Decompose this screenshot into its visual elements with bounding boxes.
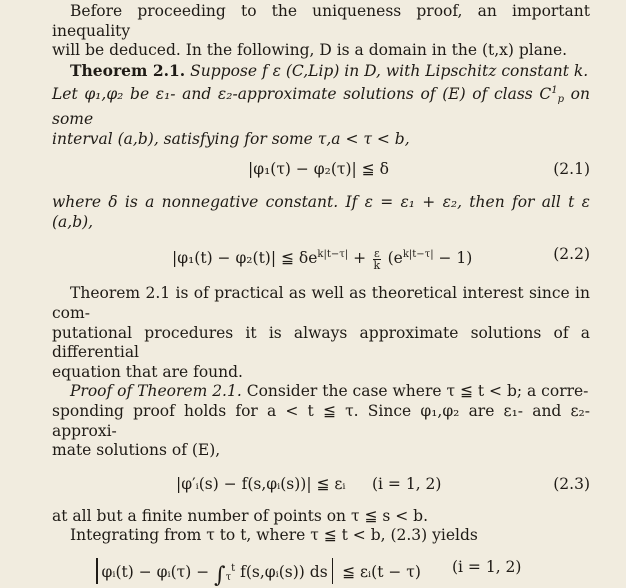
equation-2-3	[52, 475, 590, 497]
integrand: f(s,φᵢ(s)) ds	[240, 562, 328, 581]
equation-2-1	[52, 160, 590, 182]
theorem-label: Theorem 2.1.	[70, 60, 186, 80]
equation-2-2-number: (2.2)	[553, 245, 590, 264]
equation-2-3-condition: (i = 1, 2)	[372, 474, 442, 493]
theorem-statement-start: Suppose f ε (C,Lip) in D, with Lipschitz constant k.	[190, 61, 589, 80]
equation-2-4	[52, 556, 590, 586]
integral-sign: ∫	[214, 562, 226, 588]
equation-2-2-lhs: |φ₁(t) − φ₂(t)| ≦ δe	[172, 249, 318, 268]
paragraph-3-line-2: Integrating from τ to t, where τ ≦ t < b, (2.3) yields	[70, 526, 478, 545]
equation-2-2-exponent-1: k|t−τ|	[317, 249, 349, 261]
equation-2-4-rhs: ≦ εᵢ(t − τ)	[342, 562, 421, 581]
equation-2-4-condition: (i = 1, 2)	[452, 557, 522, 576]
absolute-bar-left	[96, 558, 98, 584]
equation-2-2-rhs-b: − 1)	[433, 249, 473, 268]
paragraph-2-line-3: equation that are found.	[52, 362, 243, 381]
paragraph-2-line-1: Theorem 2.1 is of practical as well as theoretical interest since in com-	[52, 284, 590, 322]
equation-2-1-expression: |φ₁(τ) − φ₂(τ)| ≦ δ	[248, 160, 389, 179]
equation-2-2	[52, 245, 590, 271]
integral-lower-limit: τ	[225, 571, 232, 583]
theorem-line-3: interval (a,b), satisfying for some τ,a < τ < b,	[52, 129, 410, 148]
theorem-class-sub: p	[557, 94, 565, 106]
proof-line-3: mate solutions of (E),	[52, 441, 221, 460]
theorem-line-2-text: Let φ₁,φ₂ be ε₁- and ε₂-approximate solutions of (E) of class C	[52, 85, 552, 104]
proof-line-1-rest: Consider the case where τ ≦ t < b; a corre-	[246, 382, 589, 401]
intro-line-2: will be deduced. In the following, D is a domain in the (t,x) plane.	[52, 41, 568, 60]
paragraph-3-line-1: at all but a finite number of points on τ ≦ s < b.	[52, 506, 429, 525]
theorem-line-1	[52, 61, 590, 82]
proof-line-2: sponding proof holds for a < t ≦ τ. Since φ₁,φ₂ are ε₁- and ε₂-approxi-	[52, 401, 590, 440]
theorem-line-2-end: on some	[52, 85, 590, 128]
equation-2-4-lhs: φᵢ(t) − φᵢ(τ) −	[101, 562, 215, 581]
equation-2-3-number: (2.3)	[553, 474, 590, 493]
proof-label: Proof of Theorem 2.1.	[70, 382, 242, 401]
equation-2-3-expression: |φ′ᵢ(s) − f(s,φᵢ(s))| ≦ εᵢ	[176, 474, 346, 493]
fraction-numerator: ε	[374, 247, 380, 261]
equation-2-2-fraction	[373, 248, 381, 271]
equation-2-2-rhs-a: (e	[382, 249, 403, 268]
equation-2-1-number: (2.1)	[553, 160, 590, 179]
theorem-line-2	[52, 81, 590, 129]
proof-line-1	[52, 382, 590, 402]
equation-2-2-plus: +	[348, 249, 371, 268]
theorem-class-sup: 1	[551, 85, 558, 97]
where-line: where δ is a nonnegative constant. If ε = ε₁ + ε₂, then for all t ε (a,b),	[52, 193, 590, 231]
equation-2-4-expression	[92, 558, 421, 588]
paragraph-2-line-2: putational procedures it is always approximate solutions of a differential	[52, 323, 590, 362]
intro-line-1: Before proceeding to the uniqueness proof, an important inequality	[52, 2, 590, 40]
absolute-bar-right	[332, 558, 334, 584]
equation-2-2-exponent-2: k|t−τ|	[402, 249, 434, 261]
equation-2-2-expression	[172, 245, 472, 271]
fraction-denominator: k	[373, 259, 381, 273]
integral-upper-limit: t	[231, 562, 236, 574]
